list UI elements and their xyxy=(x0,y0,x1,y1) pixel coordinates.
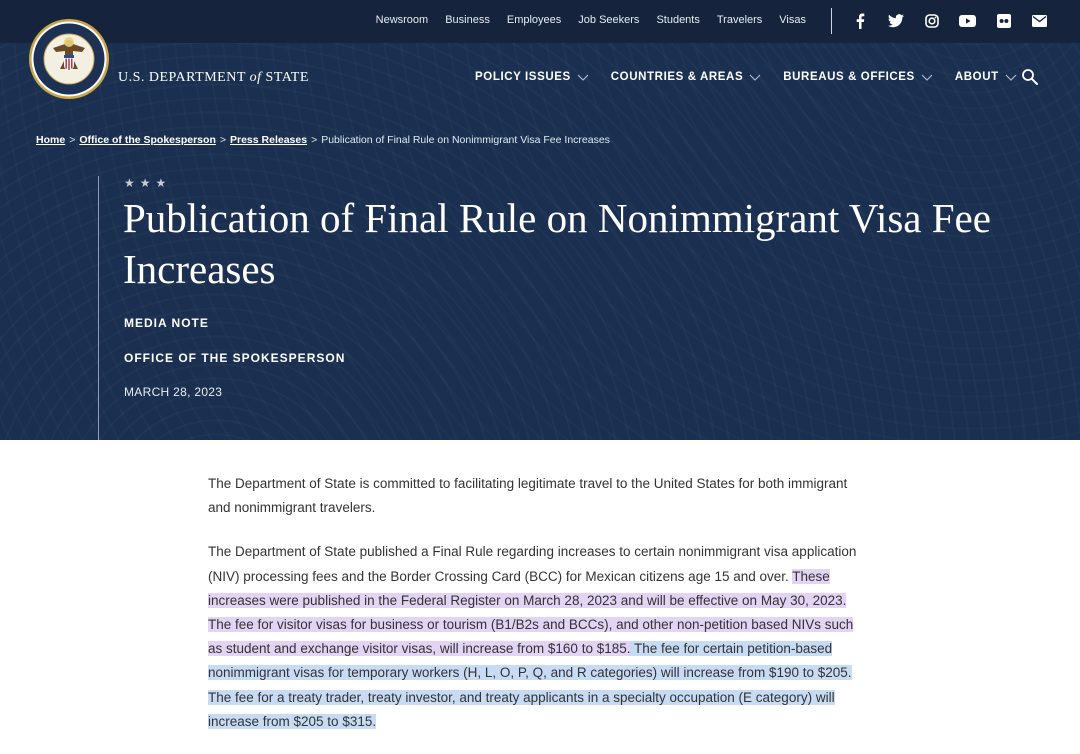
email-icon[interactable] xyxy=(1030,12,1049,30)
utility-nav xyxy=(376,14,806,26)
highlighted-text-purple: These increases were published in the Federal Register on March 28, 2023 and will be effective on May 30, 2023. The fee for visitor visas for business or tourism (B1/B2s and BCCs), and other non-petition based NIVs such as student and exchange visitor visas, will increase from $160 to $185. xyxy=(208,568,854,657)
nav-label: POLICY ISSUES xyxy=(475,71,571,83)
utility-bar xyxy=(0,0,1080,43)
stars-decoration: ★★★ xyxy=(124,176,172,190)
page-title: Publication of Final Rule on Nonimmigrant Visa Fee Increases xyxy=(123,195,991,292)
flickr-icon[interactable] xyxy=(994,12,1013,30)
util-link-newsroom[interactable]: Newsroom xyxy=(375,14,429,26)
search-icon[interactable] xyxy=(1021,68,1039,86)
nav-bureaus-offices[interactable] xyxy=(783,71,933,83)
breadcrumb-office-spokesperson[interactable]: Office of the Spokesperson xyxy=(79,134,216,146)
breadcrumb xyxy=(36,134,610,146)
article-type: MEDIA NOTE xyxy=(124,316,209,330)
main-nav xyxy=(475,71,1017,83)
paragraph-2 xyxy=(208,540,858,734)
brand-text-suffix: STATE xyxy=(265,70,309,85)
nav-label: ABOUT xyxy=(954,71,999,83)
chevron-down-icon xyxy=(577,74,589,81)
brand-wordmark[interactable] xyxy=(118,70,309,86)
nav-label: COUNTRIES & AREAS xyxy=(610,71,744,83)
chevron-down-icon xyxy=(749,74,761,81)
chevron-down-icon xyxy=(1005,74,1017,81)
util-link-business[interactable]: Business xyxy=(445,14,490,26)
nav-policy-issues[interactable] xyxy=(475,71,589,83)
paragraph-1: The Department of State is committed to facilitating legitimate travel to the United States for both immigrant and nonimmigrant travelers. xyxy=(208,476,848,516)
util-link-job-seekers[interactable]: Job Seekers xyxy=(578,14,640,26)
youtube-icon[interactable] xyxy=(958,12,977,30)
nav-countries-areas[interactable] xyxy=(611,71,761,83)
chevron-down-icon xyxy=(921,74,933,81)
article-body xyxy=(208,472,858,754)
util-link-visas[interactable]: Visas xyxy=(779,14,806,26)
social-links xyxy=(850,12,1049,30)
twitter-icon[interactable] xyxy=(886,12,905,30)
article-date: MARCH 28, 2023 xyxy=(124,385,223,399)
breadcrumb-separator: > xyxy=(311,134,318,146)
department-seal-logo[interactable] xyxy=(28,18,110,100)
article-office: OFFICE OF THE SPOKESPERSON xyxy=(124,351,346,365)
facebook-icon[interactable] xyxy=(850,12,869,30)
utility-divider xyxy=(831,8,832,34)
nav-label: BUREAUS & OFFICES xyxy=(783,71,915,83)
util-link-employees[interactable]: Employees xyxy=(506,14,562,26)
brand-text-of: of xyxy=(249,70,262,85)
breadcrumb-home[interactable]: Home xyxy=(36,134,66,146)
highlighted-text-blue: The fee for certain petition-based nonimmigrant visas for temporary workers (H, L, O, P, Q, and R categories) will increase from $190 to $205. The fee for a treaty trader, treaty investor, and treaty applicants in a specialty occupation (E category) will increase from $205 to $315. xyxy=(208,641,852,729)
breadcrumb-current: Publication of Final Rule on Nonimmigrant Visa Fee Increases xyxy=(321,134,610,146)
util-link-travelers[interactable]: Travelers xyxy=(716,14,763,26)
nav-about[interactable] xyxy=(955,71,1017,83)
instagram-icon[interactable] xyxy=(922,12,941,30)
paragraph-2-text: The Department of State published a Final Rule regarding increases to certain nonimmigrant visa application (NIV) processing fees and the Border Crossing Card (BCC) for Mexican citizens age 15 and over. xyxy=(208,544,857,584)
breadcrumb-separator: > xyxy=(69,134,76,146)
brand-text-prefix: U.S. DEPARTMENT xyxy=(118,70,246,85)
util-link-students[interactable]: Students xyxy=(656,14,700,26)
breadcrumb-separator: > xyxy=(219,134,226,146)
breadcrumb-press-releases[interactable]: Press Releases xyxy=(230,134,308,146)
hero-accent-line xyxy=(98,176,99,440)
